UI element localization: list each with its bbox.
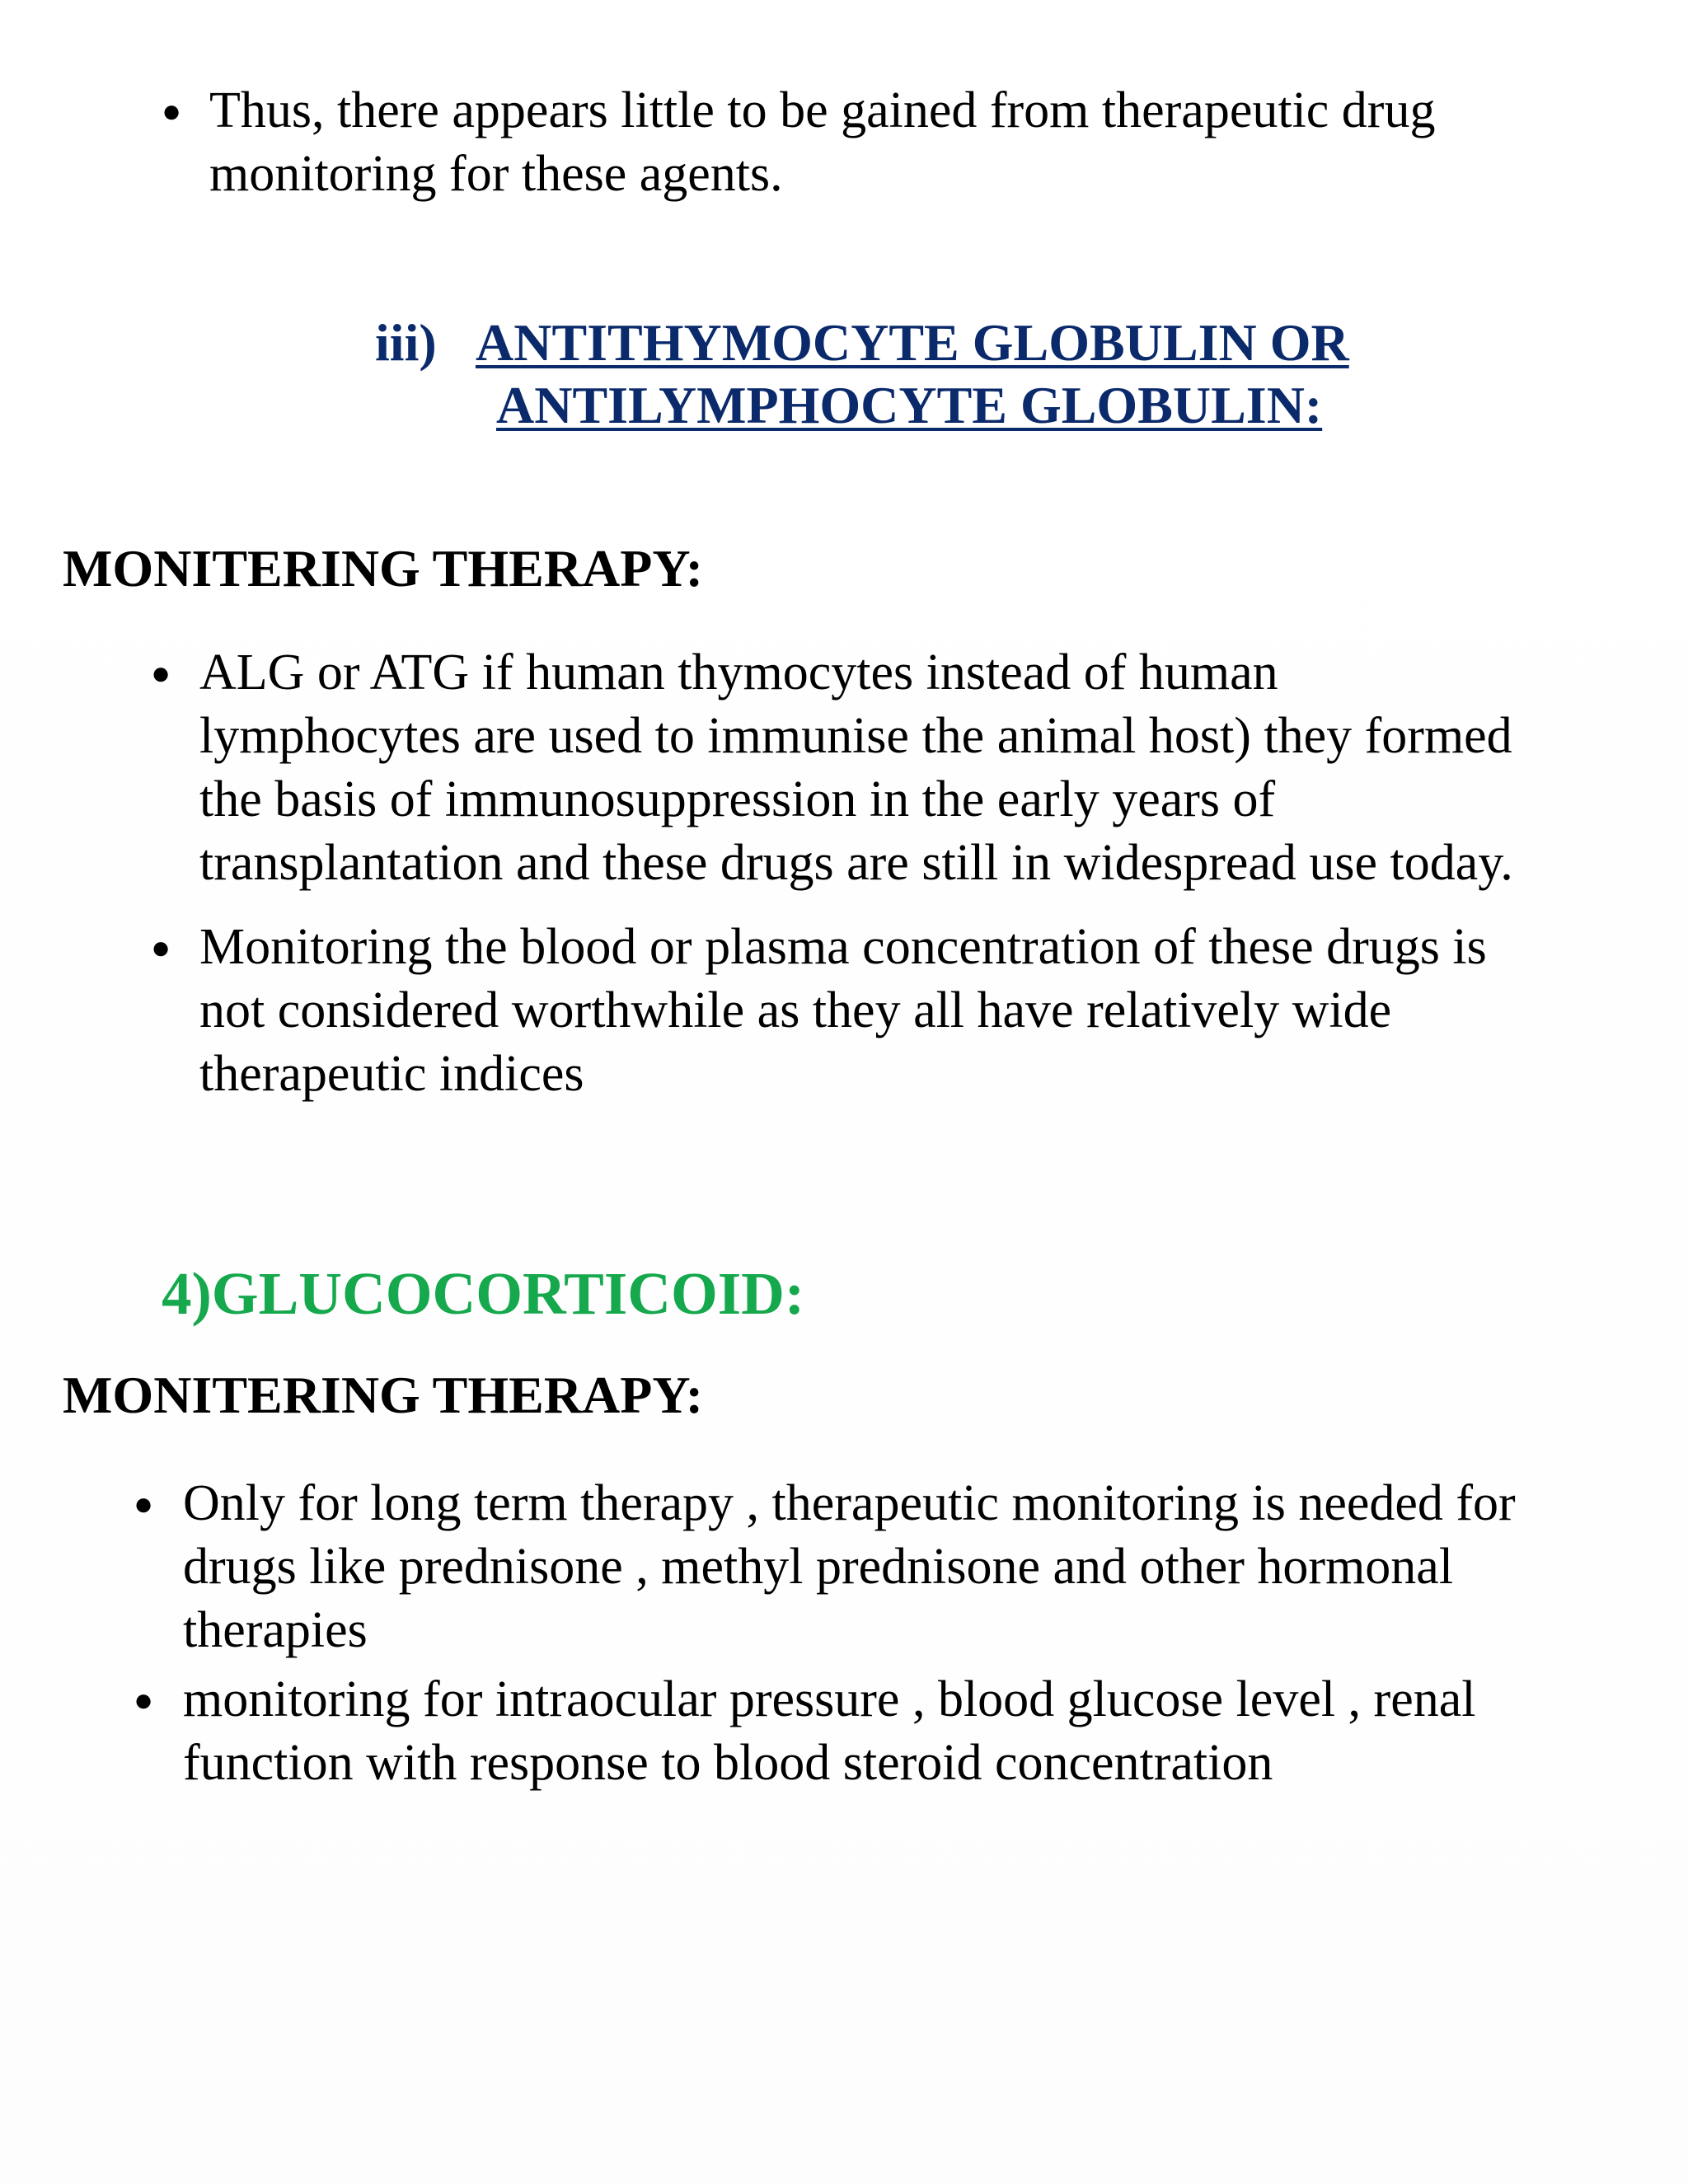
text-line: function with response to blood steroid concentration xyxy=(183,1735,1273,1791)
text-line: not considered worthwhile as they all have relatively wide xyxy=(199,982,1392,1038)
intro-bullet-text xyxy=(209,79,1435,206)
bullet-dot-icon: ● xyxy=(134,1485,154,1522)
text-line: Only for long term therapy , therapeutic monitoring is needed for xyxy=(183,1475,1516,1531)
monitoring-therapy-heading: MONITERING THERAPY: xyxy=(63,539,703,598)
monitoring-bullet-text xyxy=(183,1668,1475,1795)
bullet-dot-icon: ● xyxy=(162,92,182,129)
monitoring-bullet-text xyxy=(199,641,1513,895)
monitoring-bullet-text xyxy=(183,1472,1516,1662)
bullet-dot-icon: ● xyxy=(151,654,171,691)
text-line: ALG or ATG if human thymocytes instead of human xyxy=(199,644,1278,701)
bullet-dot-icon: ● xyxy=(134,1681,154,1718)
text-line: lymphocytes are used to immunise the animal host) they formed xyxy=(199,708,1512,764)
glucocorticoid-heading: 4)GLUCOCORTICOID: xyxy=(162,1260,805,1327)
section-iii-heading xyxy=(375,312,1529,443)
text-line: monitoring for intraocular pressure , blood glucose level , renal xyxy=(183,1671,1476,1727)
text-line: the basis of immunosuppression in the early years of xyxy=(199,771,1276,827)
text-line: drugs like prednisone , methyl prednisone and other hormonal xyxy=(183,1539,1454,1595)
text-line: Thus, there appears little to be gained from therapeutic drug xyxy=(209,82,1436,138)
monitoring-bullet-text xyxy=(199,916,1487,1106)
monitoring-therapy-heading: MONITERING THERAPY: xyxy=(63,1366,703,1424)
section-number: iii) xyxy=(375,313,437,372)
section-title-line: ANTITHYMOCYTE GLOBULIN OR xyxy=(476,313,1349,372)
text-line: monitoring for these agents. xyxy=(209,146,783,202)
text-line: therapies xyxy=(183,1602,368,1658)
text-line: therapeutic indices xyxy=(199,1046,584,1102)
text-line: Monitoring the blood or plasma concentration of these drugs is xyxy=(199,919,1487,975)
section-title-line: ANTILYMPHOCYTE GLOBULIN: xyxy=(496,376,1323,434)
bullet-dot-icon: ● xyxy=(151,929,171,966)
text-line: transplantation and these drugs are still in widespread use today. xyxy=(199,835,1513,891)
